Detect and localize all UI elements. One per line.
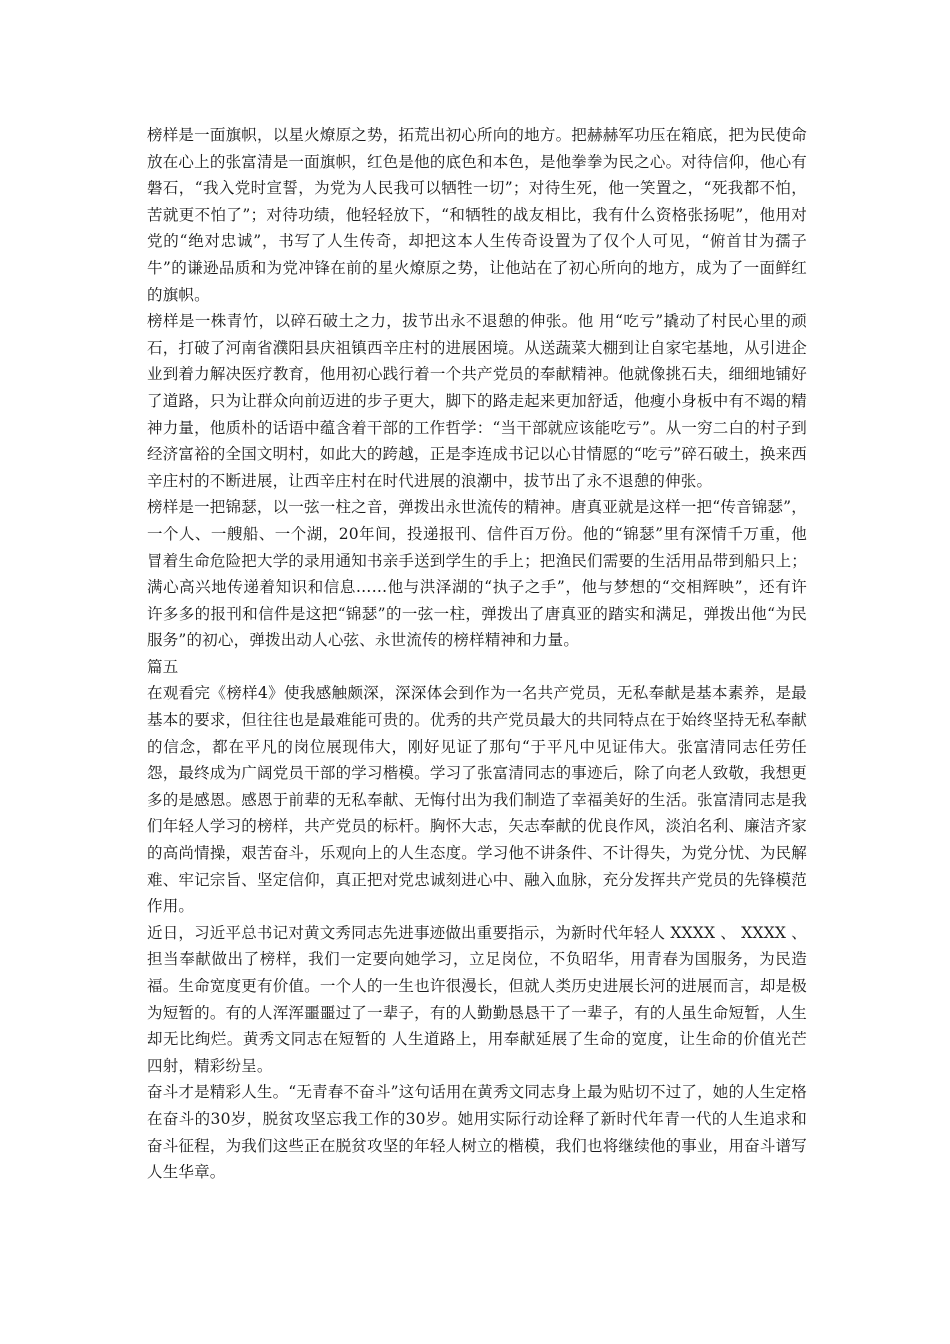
paragraph-bamboo: 榜样是一株青竹，以碎石破土之力，拔节出永不退憩的伸张。他 用“吃亏”撬动了村民心里的顽石，打破了河南省濮阳县庆祖镇西辛庄村的进展困境。从送蔬菜大棚到让自家宅基地，从引进企业到着力解决医疗教育，他用初心践行着一个共产党员的奉献精神。他就像挑石夫，细细地铺好了道路，只为让群众向前迈进的步子更大，脚下的路走起来更加舒适，他瘦小身板中有不竭的精神力量，他质朴的话语中蕴含着干部的工作哲学：“当干部就应该能吃亏”。从一穷二白的村子到经济富裕的全国文明村，如此大的跨越，正是李连成书记以心甘情愿的“吃亏”碎石破土，换来西辛庄村的不断进展，让西辛庄村在时代进展的浪潮中，拔节出了永不退憩的伸张。 [147,312,807,490]
paragraph-role-model: 在观看完《榜样4》使我感触颇深，深深体会到作为一名共产党员，无私奉献是基本素养，是最基本的要求，但往往也是最难能可贵的。优秀的共产党员最大的共同特点在于始终坚持无私奉献的信念，都在平凡的岗位展现伟大，刚好见证了那句“于平凡中见证伟大。张富清同志任劳任怨，最终成为广阔党员干部的学习楷模。学习了张富清同志的事迹后，除了向老人致敬，我想更多的是感恩。感恩于前辈的无私奉献、无悔付出为我们制造了幸福美好的生活。张富清同志是我们年轻人学习的榜样，共产党员的标杆。胸怀大志，矢志奉献的优良作风，淡泊名利、廉洁齐家的高尚情操，艰苦奋斗，乐观向上的人生态度。学习他不讲条件、不计得失，为党分忧、为民解难、牢记宗旨、坚定信仰，真正把对党忠诚刻进心中、融入血脉，充分发挥共产党员的先锋模范作用。 [147,684,807,916]
document-body [147,122,807,1186]
paragraph-banner: 榜样是一面旗帜，以星火燎原之势，拓荒出初心所向的地方。把赫赫军功压在箱底，把为民使命放在心上的张富清是一面旗帜，红色是他的底色和本色，是他拳拳为民之心。对待信仰，他心有磐石，“我入党时宣誓，为党为人民我可以牺牲一切”；对待生死，他一笑置之，“死我都不怕，苦就更不怕了”；对待功绩，他轻轻放下，“和牺牲的战友相比，我有什么资格张扬呢”，他用对党的“绝对忠诚”，书写了人生传奇，却把这本人生传奇设置为了仅个人可见，“俯首甘为孺子牛”的谦逊品质和为党冲锋在前的星火燎原之势，让他站在了初心所向的地方，成为了一面鲜红的旗帜。 [147,126,807,304]
paragraph-struggle: 奋斗才是精彩人生。“无青春不奋斗”这句话用在黄秀文同志身上最为贴切不过了，她的人生定格在奋斗的30岁，脱贫攻坚忘我工作的30岁。她用实际行动诠释了新时代年青一代的人生追求和奋斗征程，为我们这些正在脱贫攻坚的年轻人树立的楷模，我们也将继续他的事业，用奋斗谱写人生华章。 [147,1083,807,1182]
section-heading: 篇五 [147,657,179,676]
paragraph-zither: 榜样是一把锦瑟，以一弦一柱之音，弹拨出永世流传的精神。唐真亚就是这样一把“传音锦瑟”，一个人、一艘船、一个湖，20年间，投递报刊、信件百万份。他的“锦瑟”里有深情千万重，他冒着生命危险把大学的录用通知书亲手送到学生的手上；把渔民们需要的生活用品带到船只上；满心高兴地传递着知识和信息……他与洪泽湖的“执子之手”，他与梦想的“交相辉映”，还有许许多多的报刊和信件是这把“锦瑟”的一弦一柱，弹拨出了唐真亚的踏实和满足，弹拨出他“为民服务”的初心，弹拨出动人心弦、永世流传的榜样精神和力量。 [147,498,807,650]
paragraph-huang-wenxiu: 近日，习近平总书记对黄文秀同志先进事迹做出重要指示，为新时代年轻人 XXXX 、 XXXX 、担当奉献做出了榜样，我们一定要向她学习，立足岗位，不负昭华，用青春为国服务，为民造福。生命宽度更有价值。一个人的一生也许很漫长，但就人类历史进展长河的进展而言，却是极为短暂的。有的人浑浑噩噩过了一辈子，有的人勤勤恳恳干了一辈子，有的人虽生命短暂，人生却无比绚烂。黄秀文同志在短暂的 人生道路上，用奉献延展了生命的宽度，让生命的价值光芒四射，精彩纷呈。 [147,923,807,1075]
